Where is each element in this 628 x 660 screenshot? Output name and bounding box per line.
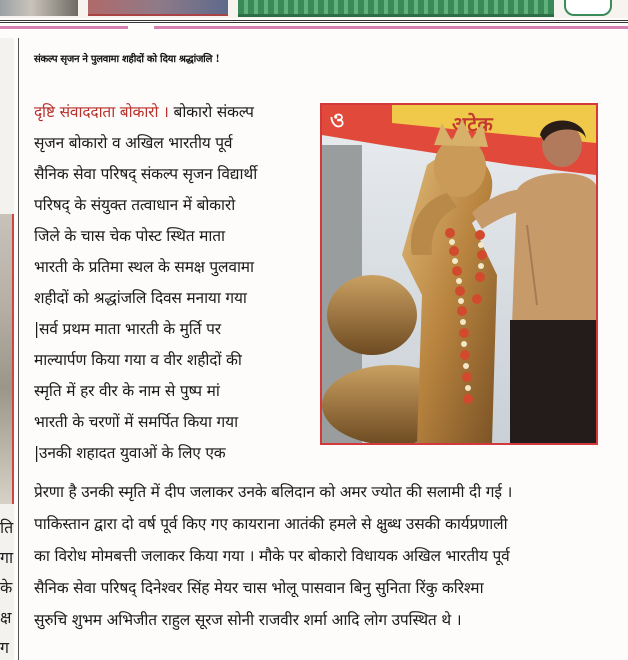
article-line: पाकिस्तान द्वारा दो वर्ष पूर्व किए गए कायराना आतंकी हमले से क्षुब्ध उसकी कार्यप्रणाली: [34, 515, 508, 533]
article-line: प्रेरणा है उनकी स्मृति में दीप जलाकर उनके बलिदान को अमर ज्योत की सलामी दी गई ।: [34, 483, 513, 501]
neighbour-text-fragment: क्ष: [0, 608, 12, 627]
article-line: सृजन बोकारो व अखिल भारतीय पूर्व: [34, 134, 233, 152]
neighbour-green-banner: [238, 0, 554, 17]
article-photo: [320, 103, 598, 445]
neighbour-text-fragment: ग: [0, 638, 10, 657]
byline: दृष्टि संवाददाता बोकारो ।: [34, 103, 169, 121]
neighbour-photo-middle: [88, 0, 228, 16]
article-line: माल्यार्पण किया गया व वीर शहीदों की: [34, 351, 242, 369]
neighbour-photo-left: [0, 0, 78, 16]
article-line: सैनिक सेवा परिषद् संकल्प सृजन विद्यार्थी: [34, 165, 258, 183]
sign-text: अटेक: [452, 112, 493, 136]
article-line: सुरुचि शुभम अभिजीत राहुल सूरज सोनी राजवीर शर्मा आदि लोग उपस्थित थे ।: [34, 611, 462, 629]
article-line: |उनकी शहादत युवाओं के लिए एक: [34, 444, 226, 462]
article-line: भारती के प्रतिमा स्थल के समक्ष पुलवामा: [34, 258, 254, 276]
svg-text:ও: ও: [330, 108, 345, 132]
article-line: |सर्व प्रथम माता भारती के मुर्ति पर: [34, 320, 221, 338]
neighbour-text-fragment: गा: [0, 548, 14, 567]
neighbour-clippings-strip: [0, 0, 628, 18]
statue-photo-illustration: [322, 105, 596, 443]
pink-accent-rule: [0, 26, 628, 29]
article-line: दृष्टि संवाददाता बोकारो । बोकारो संकल्प: [34, 103, 254, 121]
article-line: सैनिक सेवा परिषद् दिनेश्वर सिंह मेयर चास भोलू पासवान बिनु सुनिता रिंकु करिश्मा: [34, 579, 484, 597]
headline: संकल्प सृजन ने पुलवामा शहीदों को दिया श्रद्धांजलि !: [34, 54, 220, 65]
article-line: भारती के चरणों में समर्पित किया गया: [34, 413, 238, 431]
neighbour-text-fragment: ति: [0, 518, 14, 537]
neighbour-green-badge: [564, 0, 612, 16]
article-line: परिषद् के संयुक्त तत्वाधान में बोकारो: [34, 196, 236, 214]
top-double-rule: [0, 20, 628, 23]
article-line: जिले के चास चेक पोस्ट स्थित माता: [34, 227, 225, 245]
article-line: शहीदों को श्रद्धांजलि दिवस मनाया गया: [34, 289, 247, 307]
article-line: स्मृति में हर वीर के नाम से पुष्प मां: [34, 382, 220, 400]
column-divider: [18, 38, 19, 660]
article-line: का विरोध मोमबत्ती जलाकर किया गया । मौके पर बोकारो विधायक अखिल भारतीय पूर्व: [34, 547, 510, 565]
neighbour-text-fragment: के: [0, 578, 13, 597]
neighbour-photo-strip: [0, 214, 14, 504]
